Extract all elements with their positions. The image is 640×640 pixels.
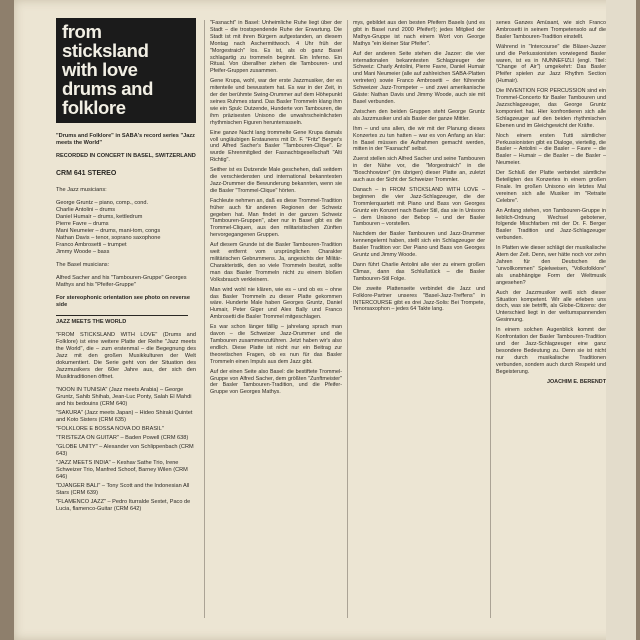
paragraph: Ihm – und uns allen, die wir mit der Planung dieses Konzertes zu tun hatten – war es von Anfang an klar: In Basel müssen die Aufnahmen gemacht werden, mitten in der "Fasnacht" selbst.	[353, 125, 485, 153]
paragraph: Noch einem ersten Tutti sämtlicher Perkussionisten gibt es Dialoge, vierteilig, die Basler – Antolini – die Basler – Favre – die Basler – Humair – die Basler – die Basler – Neumeier.	[496, 132, 606, 167]
title-line: drums and	[62, 78, 153, 99]
divider	[56, 315, 188, 316]
basel-musicians-heading: The Basel musicians:	[56, 262, 110, 268]
record-entry: "GLOBE UNITY" – Alexander von Schlippenbach (CRM 643)	[56, 444, 194, 457]
jmtw-heading: JAZZ MEETS THE WORLD	[56, 319, 127, 325]
record-entry: "FOLKLORE E BOSSA NOVA DO BRASIL"	[56, 426, 164, 432]
paragraph: Während in "Intercourse" die Bläser-Jazzer und die Perkussionisten vorwiegend Basler waren, ist es in NUNNEFIZLI (engl. Titel: "Change of Air") umgekehrt: Das Basler Pfeifer spielen zur Jazz Rhythm Section (Humair).	[496, 43, 606, 85]
column-divider	[204, 20, 205, 618]
paragraph: Fachleute nehmen an, daß es diese Trommel-Tradition früher auch für anderen Regionen der Schweiz gegeben hat. Man findet in der ganzen Schweiz "Tambouren-Gruppen", aber nur in Basel gibt es die Trommel-Cliquen, aus den militaristischen Zünften hervorgegangenen Gruppen.	[210, 197, 342, 239]
jazz-musicians-heading: The Jazz musicians:	[56, 187, 107, 193]
musician-line: Daniel Humair – drums, kettledrum	[56, 214, 143, 220]
paragraph: Auf der anderen Seite stehen die Jazzer: die vier internationalen bekanntesten Schlagzeuger der Schweiz: Charly Antolini, Pierre Favre, Daniel Humair und Mani Neumeier (alle auf zahlreichen SABA-Platten vertreten) sowie Franco Ambrosetti – der führende Schweizer Jazz-Trompeter – und zwei amerikanische Gäste: Nathan Davis und Jimmy Woode, auch sie mit Basel verbunden.	[353, 50, 485, 105]
paragraph: Die zweite Plattenseite verbindet die Jazz und Folklore-Partner unseres "Basel-Jazz-Treffens" in INTERCOURSE gibt es drei Jazz-Solis: Bei Trompete, Tenorsaxophon – jedes 64 Takte lang.	[353, 285, 485, 313]
text-column-2	[210, 20, 342, 399]
paragraph: Die INVENTION FOR PERCUSSION sind ein Trommel-Concerto für Basler Tambouren und Jazzschlagzeuger, das George Gruntz komponiert hat. Hier konfrontieren sich alle Schlagzeuger auf den beiden rhythmischen Ebenen und im Gleichgewicht der Kräfte.	[496, 88, 606, 129]
record-entry: "TRISTEZA ON GUITAR" – Baden Powell (CRM 638)	[56, 435, 189, 441]
record-entry: "JAZZ MEETS INDIA" – Keshav Sathe Trio, Irene Schweizer Trio, Manfred Schoof, Barney Wilen (CRM 646)	[56, 460, 188, 480]
paragraph: mys, gebildet aus den besten Pfeifern Basels (und es gibt in Basel rund 2000 Pfeifer!); jedes Mitglied der Mathys-Gruppe ist nach einem Wort von George Mathys "ein kleiner Star Pfeifer".	[353, 20, 485, 47]
sleeve-edge	[606, 0, 636, 640]
paragraph: Seither ist es Dutzende Male geschehen, daß seitdem die verschiedensten und international bekanntesten Jazz-Drummer die Bewunderung bekannten, wenn sie die Basler "Trommel-Clique" hörten.	[210, 167, 342, 194]
text-column-3	[353, 20, 485, 316]
paragraph: Gene Krupa, wohl, war der erste Jazzmusiker, der es mitenteile und bewusstem hat. Es war in der Zeit, in der der berühmte Swing-Drummer auf dem Höhepunkt seines Ruhmes stand. Das Basler Trommeln klang ihm wie ein Spuk: Dutzende, Hunderte von Tambouren, die ihm präzisesten Unisono die unwahrscheinlichsten rhythmischen Figuren herunterrasseln.	[210, 78, 342, 126]
record-entry: "DJANGER BALI" – Tony Scott and the Indonesian All Stars (CRM 639)	[56, 483, 190, 496]
recording-note: RECORDED IN CONCERT IN BASEL, SWITZERLAND	[56, 153, 196, 159]
paragraph: Nachdem der Basler Tambouren und Jazz-Drummer kennengelernt haben, stellt sich ein Schlagzeuger der Basler Tradition vor: Der Piano und Bass von Georges Gruntz und Jimmy Woode.	[353, 231, 485, 259]
text-column-4	[496, 20, 606, 388]
paragraph: An Anfang stehen, von Tambouren-Gruppe in lieblich-Ordnung Wechsel gebotener, folgende Mischfarben mit der Dr. F. Berger Basler Tradition und Jazz-Schlagzeuger verbunden.	[496, 207, 606, 242]
musician-line: Franco Ambrosetti – trumpet	[56, 242, 127, 248]
author-signature: JOACHIM E. BERENDT	[546, 378, 606, 385]
paragraph: Dann führt Charlie Antolini alle vier zu einem großen Climax, dann das Schlußstück – die Basler Tambouren-Stil Folge.	[353, 262, 485, 282]
paragraph: Es war schon länger fällig – jahrelang sprach man davon – die Schweizer Jazz-Drummer und die Tambouren zusammenzuführen. Jetzt haben wir's also endlich. Diese Platte ist nicht nur ein Beitrag zur theoretischen Fragen, ob es nun für das Basler Trommeln einen Impuls aus dem Jazz gibt.	[210, 324, 342, 365]
album-title-block	[56, 18, 196, 123]
musician-line: Mani Neumeier – drums, mani-tom, congs	[56, 228, 161, 234]
musician-line: Jimmy Woode – bass	[56, 249, 110, 255]
paragraph: Man wird wohl nie klären, wie es – und ob es – ohne das Basler Trommeln zu dieser Platte gekommen wäre. Hunderte Male haben Georges Gruntz, Daniel Humair, Peter Giger und Alex Bally und Franco Ambrosetti die Basler Trommel mitgeschlagen.	[210, 286, 342, 321]
paragraph: senes Ganzes Amüsant, wie sich Franco Ambrosetti in seinem Trompetensolo auf die Basler Tambouren-Tradition einstellt.	[496, 20, 606, 40]
musician-line: Nathan Davis – tenor, soprano saxophone	[56, 235, 161, 241]
column-divider	[490, 20, 491, 618]
paragraph: Der Schluß der Platte verbindet sämtliche Beteiligten des Konzertes in einem großen Finale. Im großen Unisono ein letztes Mal vereinen sich alle Musiker im "Retraite Celebre".	[496, 170, 606, 204]
basel-musicians-text: Alfred Sacher and his "Tambouren-Gruppe" Georges Mathys and his "Pfeifer-Gruppe"	[56, 275, 187, 288]
column-divider	[347, 20, 348, 618]
paragraph: Eine ganze Nacht lang trommelte Gene Krupa damals voll ungläubigen Erstaunens mit Dr. F. "Fritz" Berger's und Alfred Sacher's Basler "Tambouren-Clique". Er wurde Ehrenmitglied der Fasnachtsgesellschaft "Alti Richtig".	[210, 129, 342, 164]
album-back-cover	[14, 0, 636, 640]
paragraph: In Platten wie dieser schlägt der musikalische Atem der Zeit. Denn, wer hätte noch vor zehn Jahren für den Deutschen die "unvollkommen" Spielweisen, "Volksfolklore" als unabhängige Form der Weltmusik angesehen?	[496, 245, 606, 286]
paragraph: Auch der Jazzmusiker weiß sich dieser Situation kompetent. Wir alle erleben uns doch, was sie betrifft, als Globe-Citizens: der Unterschied liegt in der weltumspannenden Gesinnung.	[496, 289, 606, 324]
musician-line: Pierre Favre – drums	[56, 221, 109, 227]
paragraph: "Fasnacht" in Basel: Unheimliche Ruhe liegt über der Stadt – die trostspendende Ruhe der Erwartung. Die Stadt ist mit ihren Bürgern aufgestanden, an diesem Montag nach Aschermittwoch. 4 Uhr früh der "Morgestraich" los. Es ist, als ob ganz Basel schlagartig zu trommeln beginnt. Ein Inferno. Ein Ritual. Von überallher ziehen die Tambouren- und Pfeifer-Gruppen zusammen.	[210, 20, 342, 75]
paragraph: Auf der einen Seite also Basel: die bestiftete Trommel-Gruppe von Alfred Sacher, dem größten "Zunftmeister" der Basler Tambouren-Tradition, und die Pfeifer-Gruppe von Georges Mathys.	[210, 368, 342, 396]
record-entry: "SAKURA" (Jazz meets Japan) – Hideo Shiraki Quintet and Koto Sisters (CRM 635)	[56, 410, 193, 423]
paragraph: Zwischen den beiden Gruppen steht George Gruntz als Jazzmusiker und als Basler der ganze Mittler.	[353, 108, 485, 122]
paragraph: Danach – in FROM STICKSLAND WITH LOVE – beginnen die vier Jazz-Schlagzeuger, die der Trommlerquartett mit Piano und Bass von Georges Gruntz ein Konzert nach Basler Stil, das sie in Unisono – dem Unisono der Bebop – und der Basler Tambouren – vorstellen.	[353, 186, 485, 228]
title-line: from sticksland	[62, 21, 149, 61]
musician-line: Charlie Antolini – drums	[56, 207, 116, 213]
jmtw-intro: "FROM STICKSLAND WITH LOVE" (Drums and Folklore) ist eine weitere Platte der Reihe "Jazz meets the World", die – zum erstenmal – die Begegnung des Jazz mit den großen Musikkulturen der Welt dokumentiert. Die Serie geht von der Situation des Jazzmusikers der 60er Jahre aus, der sich den Musiktraditionen öffnet.	[56, 332, 196, 380]
stereo-note: For stereophonic orientation see photo on reverse side	[56, 295, 190, 308]
paragraph: In einem solchen Augenblick kommt der Konfrontation der Basler Tambouren-Tradition und der Jazz-Schlagzeuger eine ganz besondere Bedeutung zu. Denn sie ist nicht nur durch musikalische Traditionen verbunden, sondern auch durch Respekt und Begeisterung.	[496, 327, 606, 375]
title-line: folklore	[62, 97, 126, 118]
left-column	[56, 18, 196, 513]
paragraph: Auf diesem Grunde ist die Basler Tambouren-Tradition weit entfernt vom ursprünglichen Charakter militärischen Gebrummens. Ja, angesichts der Militär-Charakteristik, den so viele Trommeln besitzt, sollte man das Basler Trommeln nicht zu einem bloßen Volksbrauch verkleinern.	[210, 242, 342, 283]
record-entry: "NOON IN TUNISIA" (Jazz meets Arabia) – George Gruntz, Sahib Shihab, Jean-Luc Ponty, Salah El Mahdi and his bedouins (CRM 640)	[56, 387, 192, 407]
paragraph: Zuerst stellen sich Alfred Sacher und seine Tambouren in der Nähe vor, die "Morgestraich" in die "Boschhowizer" (im übrigen) dieser Platte an, zuletzt auch aus der Sicht der Schweizer Trommler.	[353, 156, 485, 184]
series-subtitle: "Drums and Folklore" in SABA's record series "Jazz meets the World"	[56, 133, 195, 146]
title-line: with love	[62, 59, 138, 80]
catalog-number: CRM 641 STEREO	[56, 170, 117, 177]
musician-line: George Gruntz – piano, comp., cond.	[56, 200, 149, 206]
record-entry: "FLAMENCO JAZZ" – Pedro Iturralde Sextet, Paco de Lucia, flamenco-Guitar (CRM 642)	[56, 499, 191, 512]
